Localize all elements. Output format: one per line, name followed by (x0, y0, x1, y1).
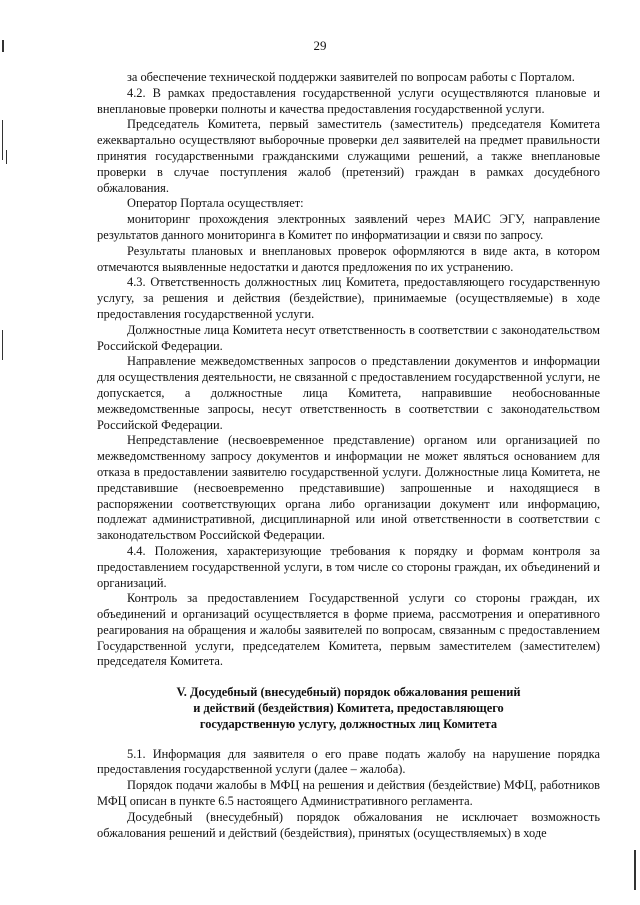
section-heading-line: государственную услугу, должностных лиц Комитета (199, 716, 498, 731)
paragraph: Порядок подачи жалобы в МФЦ на решения и действия (бездействие) МФЦ, работников МФЦ описан в пункте 6.5 настоящего Административного регламента. (97, 778, 600, 809)
scan-edge-mark (634, 850, 636, 890)
paragraph: Контроль за предоставлением Государственной услуги со стороны граждан, их объединений и организаций осуществляется в форме приема, рассмотрения и оперативного реагирования на обращения и жалобы заявителей по вопросам, связанным с предоставлением Государственной услуги, председателем Комитета, первым заместителем (заместителем) председателя Комитета. (97, 591, 600, 669)
document-body (97, 70, 600, 841)
scan-edge-mark (6, 150, 7, 164)
paragraph: Направление межведомственных запросов о представлении документов и информации для осуществления деятельности, не связанной с предоставлением государственной услуги, не допускается, а должностные лица Комитета, направившие необоснованные межведомственные запросы, несут ответственность в соответствии с законодательством Российской Федерации. (97, 354, 600, 432)
paragraph: мониторинг прохождения электронных заявлений через МАИС ЭГУ, направление результатов данного мониторинга в Комитет по информатизации и связи по запросу. (97, 212, 600, 242)
paragraph: Результаты плановых и внеплановых проверок оформляются в виде акта, в котором отмечаются выявленные недостатки и даются предложения по их устранению. (97, 243, 600, 274)
section-heading-line: и действий (бездействия) Комитета, предоставляющего (193, 701, 504, 716)
scan-edge-mark (2, 330, 3, 360)
paragraph: Должностные лица Комитета несут ответственность в соответствии с законодательством Российской Федерации. (97, 322, 600, 353)
paragraph: за обеспечение технической поддержки заявителей по вопросам работы с Порталом. (127, 70, 575, 84)
paragraph: Оператор Портала осуществляет: (127, 196, 304, 211)
section-heading-line: V. Досудебный (внесудебный) порядок обжалования решений (176, 685, 521, 700)
paragraph: 4.2. В рамках предоставления государственной услуги осуществляются плановые и внеплановые проверки полноты и качества предоставления государственной услуги. (97, 85, 600, 116)
scan-edge-mark (2, 120, 3, 160)
page-number: 29 (313, 38, 327, 53)
paragraph: Досудебный (внесудебный) порядок обжалования не исключает возможность обжалования решений и действий (бездействия), принятых (осуществляемых) в ходе (97, 809, 600, 840)
paragraph: 4.3. Ответственность должностных лиц Комитета, предоставляющего государственную услугу, за решения и действия (бездействие), принимаемые (осуществляемые) в ходе предоставления государственной услуги. (97, 275, 600, 321)
paragraph: Непредставление (несвоевременное представление) органом или организацией по межведомственному запросу документов и информации не может являться основанием для отказа в предоставлении заявителю государственной услуги. Должностные лица Комитета, не представившие (несвоевременно представившие) запрошенные и находящиеся в распоряжении соответствующих органа либо организации документ или информацию, подлежат административной, дисциплинарной или иной ответственности в соответствии с законодательством Российской Федерации. (97, 433, 600, 543)
paragraph: Председатель Комитета, первый заместитель (заместитель) председателя Комитета ежеквартально осуществляют выборочные проверки дел заявителей на предмет правильности принятия государственными гражданскими служащими решений, а также внеплановые проверки в случае поступления жалоб (претензий) граждан в рамках досудебного обжалования. (97, 117, 600, 195)
section-heading (97, 685, 600, 732)
paragraph: 5.1. Информация для заявителя о его праве подать жалобу на нарушение порядка предоставления государственной услуги (далее – жалоба). (97, 746, 600, 777)
paragraph: 4.4. Положения, характеризующие требования к порядку и формам контроля за предоставлением государственной услуги, в том числе со стороны граждан, их объединений и организаций. (97, 543, 600, 590)
